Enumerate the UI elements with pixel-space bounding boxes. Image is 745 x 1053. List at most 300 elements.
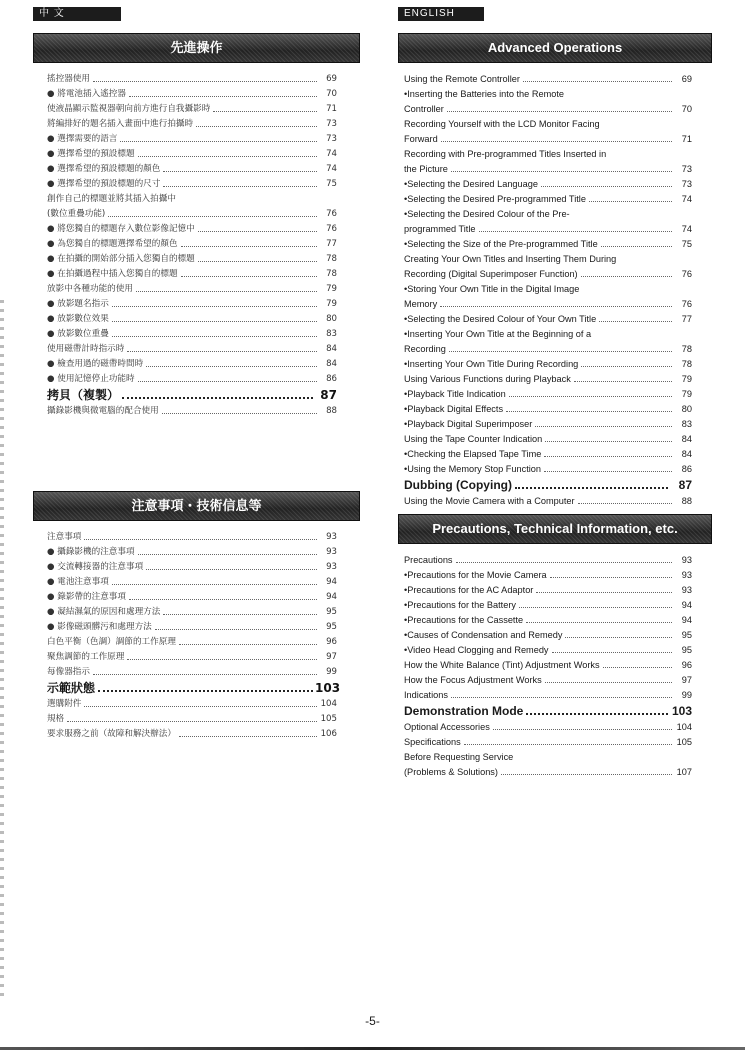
- toc-entry-page: 70: [681, 104, 692, 114]
- toc-entry: [47, 235, 337, 250]
- toc-entry-page: 87: [320, 388, 337, 402]
- toc-entry-title: ● 將電池插入遙控器: [47, 89, 126, 99]
- dot-leader: [162, 413, 317, 414]
- toc-entry-page: 69: [326, 74, 337, 84]
- toc-entry-page: 74: [681, 224, 692, 234]
- en-precautions-banner: Precautions, Technical Information, etc.: [398, 514, 712, 544]
- dot-leader: [181, 276, 317, 277]
- dot-leader: [464, 744, 672, 745]
- toc-entry-title: ● 電池注意事項: [47, 577, 109, 587]
- dot-leader: [552, 652, 672, 653]
- toc-entry-title: Precautions: [404, 555, 453, 565]
- toc-entry-page: 106: [320, 729, 337, 739]
- dot-leader: [93, 674, 317, 675]
- dot-leader: [550, 577, 672, 578]
- dot-leader: [581, 276, 672, 277]
- toc-entry-title: •Video Head Clogging and Remedy: [404, 645, 549, 655]
- zh-precautions-banner: 注意事項・技術信息等: [33, 491, 360, 521]
- toc-entry-title: Forward: [404, 134, 438, 144]
- toc-entry-title: 使用磁帶計時指示時: [47, 344, 125, 354]
- toc-entry-page: 107: [676, 767, 692, 777]
- toc-entry-title: Using the Remote Controller: [404, 74, 520, 84]
- toc-entry-title: Indications: [404, 690, 448, 700]
- toc-entry: [47, 543, 337, 558]
- toc-entry-title: the Picture: [404, 164, 448, 174]
- toc-entry-title: Dubbing (Copying): [404, 478, 512, 492]
- dot-leader: [544, 456, 672, 457]
- toc-entry: [404, 160, 692, 175]
- toc-entry: [47, 175, 337, 190]
- toc-entry-page: 104: [320, 699, 337, 709]
- toc-entry-title: 拷貝（複製）: [47, 388, 120, 402]
- toc-entry-page: 76: [326, 224, 337, 234]
- dot-leader: [84, 539, 317, 540]
- dot-leader: [545, 682, 672, 683]
- toc-entry-title: (數位重疊功能): [47, 209, 106, 219]
- dot-leader: [545, 441, 672, 442]
- toc-entry: [47, 528, 337, 543]
- toc-entry: [404, 250, 692, 265]
- toc-entry: [47, 280, 337, 295]
- toc-entry-page: 79: [681, 389, 692, 399]
- toc-entry: [47, 325, 337, 340]
- toc-entry-title: •Selecting the Desired Colour of the Pre-: [404, 209, 570, 219]
- dot-leader: [120, 141, 317, 142]
- toc-entry-title: 使液晶顯示監視器朝向前方進行自我攝影時: [47, 104, 211, 114]
- toc-entry-title: •Selecting the Desired Language: [404, 179, 538, 189]
- dot-leader: [479, 231, 673, 232]
- toc-entry: [47, 603, 337, 618]
- toc-entry-title: ● 影像磁頭髒污和處理方法: [47, 622, 152, 632]
- toc-entry-title: Using Various Functions during Playback: [404, 374, 571, 384]
- toc-entry: [404, 626, 692, 641]
- toc-entry-title: ● 放影題名指示: [47, 299, 109, 309]
- dot-leader: [449, 351, 672, 352]
- toc-entry: [404, 385, 692, 400]
- toc-entry-page: 95: [681, 630, 692, 640]
- toc-entry: [404, 460, 692, 475]
- toc-entry: [404, 205, 692, 220]
- toc-entry: [404, 718, 692, 733]
- toc-entry-title: •Inserting the Batteries into the Remote: [404, 89, 565, 99]
- scan-bottom-edge: [0, 1047, 745, 1050]
- toc-entry-page: 103: [671, 704, 692, 718]
- toc-entry: [47, 663, 337, 678]
- toc-entry: [47, 145, 337, 160]
- toc-entry: [47, 205, 337, 220]
- dot-leader: [213, 111, 317, 112]
- toc-entry-title: 每像器指示: [47, 667, 90, 677]
- toc-entry-title: ● 攝錄影機的注意事項: [47, 547, 135, 557]
- toc-entry-title: •Precautions for the Movie Camera: [404, 570, 547, 580]
- toc-entry-page: 73: [326, 119, 337, 129]
- toc-entry-title: 攝錄影機與微電腦的配合使用: [47, 406, 159, 416]
- dot-leader: [163, 614, 317, 615]
- dot-leader: [163, 171, 317, 172]
- toc-entry-page: 93: [681, 570, 692, 580]
- toc-entry-title: ● 選擇希望的預設標題: [47, 149, 135, 159]
- toc-entry-title: •Checking the Elapsed Tape Time: [404, 449, 542, 459]
- toc-entry-title: Memory: [404, 299, 438, 309]
- toc-entry-title: 創作自己的標題並將其插入拍攝中: [47, 194, 176, 204]
- toc-entry: [47, 265, 337, 280]
- toc-entry-title: ● 在拍攝過程中插入您獨自的標題: [47, 269, 178, 279]
- toc-entry-page: 95: [681, 645, 692, 655]
- toc-entry-title: •Storing Your Own Title in the Digital Image: [404, 284, 580, 294]
- dot-leader: [146, 366, 317, 367]
- toc-entry-title: ● 選擇需要的語言: [47, 134, 118, 144]
- toc-entry: [47, 402, 337, 417]
- toc-entry: [404, 763, 692, 778]
- toc-entry: [47, 725, 337, 740]
- toc-entry-title: ● 凝結濕氣的原因和處理方法: [47, 607, 161, 617]
- toc-entry-title: ● 交流轉接器的注意事項: [47, 562, 144, 572]
- dot-leader: [493, 729, 672, 730]
- toc-entry-page: 99: [326, 667, 337, 677]
- dot-leader: [112, 336, 317, 337]
- toc-entry-title: ● 為您獨自的標題選擇希望的顏色: [47, 239, 178, 249]
- dot-leader: [181, 246, 317, 247]
- toc-entry: [404, 130, 692, 145]
- dot-leader: [541, 186, 672, 187]
- chinese-tab: 中 文: [33, 7, 121, 21]
- toc-entry: [404, 475, 692, 492]
- toc-entry-page: 103: [315, 681, 341, 695]
- toc-entry-title: Recording with Pre-programmed Titles Inserted in: [404, 149, 607, 159]
- toc-entry-title: 聚焦調節的工作原理: [47, 652, 125, 662]
- dot-leader: [501, 774, 672, 775]
- toc-entry-title: •Using the Memory Stop Function: [404, 464, 542, 474]
- dot-leader: [179, 644, 317, 645]
- toc-entry-title: •Causes of Condensation and Remedy: [404, 630, 563, 640]
- toc-entry: [47, 295, 337, 310]
- toc-entry-page: 84: [681, 434, 692, 444]
- toc-entry-title: •Playback Digital Effects: [404, 404, 504, 414]
- dot-leader: [129, 96, 317, 97]
- toc-entry-title: ● 放影數位效果: [47, 314, 109, 324]
- dot-leader: [127, 351, 317, 352]
- toc-entry-title: ● 錄影帶的注意事項: [47, 592, 126, 602]
- toc-entry-page: 73: [681, 164, 692, 174]
- toc-entry-page: 94: [326, 577, 337, 587]
- toc-entry-page: 94: [326, 592, 337, 602]
- toc-entry: [47, 385, 337, 402]
- toc-entry-page: 96: [326, 637, 337, 647]
- toc-entry: [404, 733, 692, 748]
- dot-leader: [108, 216, 317, 217]
- dot-leader: [574, 381, 672, 382]
- dot-leader: [129, 599, 317, 600]
- toc-entry-page: 83: [326, 329, 337, 339]
- toc-entry-title: •Precautions for the Battery: [404, 600, 516, 610]
- toc-entry-title: ● 在拍攝的開始部分插入您獨自的標題: [47, 254, 195, 264]
- dot-leader: [447, 111, 672, 112]
- toc-entry: [47, 190, 337, 205]
- toc-entry-page: 75: [681, 239, 692, 249]
- toc-entry-page: 88: [681, 496, 692, 506]
- toc-entry-title: •Inserting Your Own Title at the Beginning of a: [404, 329, 592, 339]
- toc-entry-page: 73: [681, 179, 692, 189]
- toc-entry-page: 79: [326, 299, 337, 309]
- toc-entry-title: 選購附件: [47, 699, 82, 709]
- toc-entry-page: 95: [326, 607, 337, 617]
- toc-entry-page: 76: [681, 269, 692, 279]
- toc-entry: [404, 370, 692, 385]
- toc-entry-page: 74: [326, 164, 337, 174]
- toc-entry: [47, 160, 337, 175]
- dot-leader: [112, 584, 317, 585]
- toc-entry: [404, 265, 692, 280]
- dot-leader: [578, 503, 672, 504]
- toc-entry: [404, 415, 692, 430]
- toc-entry-title: Controller: [404, 104, 444, 114]
- toc-entry-page: 79: [681, 374, 692, 384]
- toc-entry: [404, 656, 692, 671]
- toc-entry-title: •Precautions for the Cassette: [404, 615, 524, 625]
- toc-entry-title: 搖控器使用: [47, 74, 90, 84]
- dot-leader: [179, 736, 317, 737]
- toc-entry-title: •Precautions for the AC Adaptor: [404, 585, 534, 595]
- toc-entry-page: 83: [681, 419, 692, 429]
- toc-entry-page: 78: [326, 254, 337, 264]
- toc-entry-page: 74: [326, 149, 337, 159]
- dot-leader: [146, 569, 317, 570]
- dot-leader: [526, 622, 672, 623]
- toc-entry-page: 74: [681, 194, 692, 204]
- toc-entry-page: 105: [320, 714, 337, 724]
- toc-entry-title: 將編排好的題名插入畫面中進行拍攝時: [47, 119, 194, 129]
- dot-leader: [112, 321, 317, 322]
- dot-leader: [196, 126, 317, 127]
- toc-entry: [47, 588, 337, 603]
- toc-entry-page: 75: [326, 179, 337, 189]
- toc-entry-page: 95: [326, 622, 337, 632]
- toc-entry: [47, 70, 337, 85]
- toc-entry: [47, 710, 337, 725]
- scan-edge-artifact: [0, 300, 4, 1000]
- toc-entry: [47, 695, 337, 710]
- dot-leader: [84, 706, 317, 707]
- toc-entry-title: 規格: [47, 714, 65, 724]
- toc-entry: [404, 115, 692, 130]
- toc-entry-title: ● 將您獨自的標題存入數位影像記憶中: [47, 224, 195, 234]
- dot-leader: [138, 554, 317, 555]
- toc-entry-page: 86: [326, 374, 337, 384]
- toc-entry: [404, 748, 692, 763]
- toc-entry-page: 80: [681, 404, 692, 414]
- toc-entry: [47, 340, 337, 355]
- toc-entry-page: 71: [326, 104, 337, 114]
- toc-entry-page: 105: [676, 737, 692, 747]
- dot-leader: [138, 381, 317, 382]
- toc-entry: [404, 220, 692, 235]
- dot-leader: [451, 171, 672, 172]
- toc-entry-page: 78: [681, 344, 692, 354]
- toc-entry-title: programmed Title: [404, 224, 476, 234]
- dot-leader: [535, 426, 672, 427]
- toc-entry-page: 84: [326, 344, 337, 354]
- toc-entry: [404, 581, 692, 596]
- toc-entry-page: 79: [326, 284, 337, 294]
- dot-leader: [451, 697, 672, 698]
- dot-leader: [506, 411, 672, 412]
- zh-precautions-toc: [47, 528, 341, 740]
- dot-leader: [136, 291, 317, 292]
- dot-leader: [93, 81, 317, 82]
- toc-entry-title: ● 使用記憶停止功能時: [47, 374, 135, 384]
- toc-entry-title: Using the Movie Camera with a Computer: [404, 496, 575, 506]
- toc-entry-title: Recording Yourself with the LCD Monitor Facing: [404, 119, 600, 129]
- toc-entry-page: 76: [326, 209, 337, 219]
- toc-entry-title: ● 選擇希望的預設標題的尺寸: [47, 179, 161, 189]
- toc-entry: [404, 596, 692, 611]
- toc-entry: [404, 400, 692, 415]
- toc-entry-title: ● 檢查用過的磁帶時間時: [47, 359, 144, 369]
- dot-leader: [536, 592, 672, 593]
- toc-entry: [404, 85, 692, 100]
- dot-leader: [515, 487, 668, 489]
- toc-entry-page: 104: [676, 722, 692, 732]
- toc-entry: [47, 355, 337, 370]
- toc-entry-title: How the Focus Adjustment Works: [404, 675, 542, 685]
- toc-entry: [47, 648, 337, 663]
- toc-entry-title: •Selecting the Desired Colour of Your Own Title: [404, 314, 597, 324]
- dot-leader: [509, 396, 672, 397]
- toc-entry-page: 76: [681, 299, 692, 309]
- toc-entry-title: Creating Your Own Titles and Inserting Them During: [404, 254, 617, 264]
- toc-entry: [404, 340, 692, 355]
- dot-leader: [127, 659, 317, 660]
- dot-leader: [138, 156, 317, 157]
- toc-entry-title: 白色平衡（色調）調節的工作原理: [47, 637, 176, 647]
- toc-entry: [404, 551, 692, 566]
- toc-entry-page: 78: [681, 359, 692, 369]
- toc-entry: [404, 492, 692, 507]
- toc-entry-title: Optional Accessories: [404, 722, 490, 732]
- dot-leader: [198, 261, 317, 262]
- toc-entry: [404, 175, 692, 190]
- dot-leader: [122, 397, 313, 399]
- toc-entry: [47, 100, 337, 115]
- toc-entry-page: 80: [326, 314, 337, 324]
- toc-entry: [404, 325, 692, 340]
- dot-leader: [599, 321, 672, 322]
- toc-entry: [47, 250, 337, 265]
- toc-entry-page: 88: [326, 406, 337, 416]
- toc-entry-title: •Playback Digital Superimposer: [404, 419, 533, 429]
- toc-entry-title: Specifications: [404, 737, 461, 747]
- toc-entry-title: ● 選擇希望的預設標題的顏色: [47, 164, 161, 174]
- toc-entry-page: 93: [326, 562, 337, 572]
- toc-entry-title: •Playback Title Indication: [404, 389, 506, 399]
- en-advanced-banner: Advanced Operations: [398, 33, 712, 63]
- toc-entry: [47, 130, 337, 145]
- dot-leader: [441, 141, 672, 142]
- dot-leader: [581, 366, 672, 367]
- toc-entry-page: 69: [681, 74, 692, 84]
- toc-entry: [404, 100, 692, 115]
- toc-entry-title: How the White Balance (Tint) Adjustment Works: [404, 660, 600, 670]
- toc-entry-page: 70: [326, 89, 337, 99]
- en-advanced-toc: [404, 70, 692, 507]
- toc-entry-title: 示範狀態: [47, 681, 96, 695]
- toc-entry-title: 要求服務之前（故障和解決辦法）: [47, 729, 176, 739]
- dot-leader: [589, 201, 672, 202]
- toc-entry-page: 96: [681, 660, 692, 670]
- toc-entry-title: Recording (Digital Superimposer Function): [404, 269, 578, 279]
- toc-entry: [47, 85, 337, 100]
- dot-leader: [112, 306, 317, 307]
- zh-advanced-toc: [47, 70, 337, 417]
- dot-leader: [98, 690, 313, 692]
- dot-leader: [544, 471, 672, 472]
- toc-entry: [404, 190, 692, 205]
- toc-entry: [404, 430, 692, 445]
- toc-entry: [47, 678, 341, 695]
- zh-advanced-banner: 先進操作: [33, 33, 360, 63]
- toc-entry-title: •Selecting the Desired Pre-programmed Title: [404, 194, 586, 204]
- dot-leader: [67, 721, 317, 722]
- toc-entry: [404, 671, 692, 686]
- toc-entry-page: 93: [326, 547, 337, 557]
- toc-entry-title: •Selecting the Size of the Pre-programmed Title: [404, 239, 598, 249]
- toc-entry: [47, 310, 337, 325]
- toc-entry-title: Demonstration Mode: [404, 704, 524, 718]
- dot-leader: [523, 81, 672, 82]
- dot-leader: [519, 607, 672, 608]
- toc-entry-page: 84: [326, 359, 337, 369]
- toc-entry-page: 97: [326, 652, 337, 662]
- toc-entry: [47, 370, 337, 385]
- toc-entry-page: 84: [681, 449, 692, 459]
- toc-entry: [404, 235, 692, 250]
- toc-entry-title: •Inserting Your Own Title During Recording: [404, 359, 579, 369]
- en-precautions-toc: [404, 551, 692, 778]
- toc-entry-page: 77: [326, 239, 337, 249]
- toc-entry: [404, 295, 692, 310]
- toc-entry-title: (Problems & Solutions): [404, 767, 498, 777]
- toc-entry-page: 93: [681, 555, 692, 565]
- toc-entry: [404, 310, 692, 325]
- toc-entry-page: 93: [326, 532, 337, 542]
- page-number: -5-: [365, 1014, 380, 1028]
- toc-entry-page: 94: [681, 600, 692, 610]
- toc-entry: [47, 220, 337, 235]
- toc-entry: [404, 686, 692, 701]
- dot-leader: [198, 231, 317, 232]
- toc-entry: [404, 701, 692, 718]
- toc-entry: [47, 618, 337, 633]
- toc-entry: [47, 115, 337, 130]
- toc-entry-title: 注意事項: [47, 532, 82, 542]
- toc-entry: [47, 558, 337, 573]
- toc-entry-title: Before Requesting Service: [404, 752, 514, 762]
- dot-leader: [601, 246, 672, 247]
- toc-entry-page: 73: [326, 134, 337, 144]
- toc-entry: [404, 355, 692, 370]
- toc-entry: [404, 611, 692, 626]
- toc-entry-page: 93: [681, 585, 692, 595]
- dot-leader: [456, 562, 672, 563]
- toc-entry-page: 77: [681, 314, 692, 324]
- toc-entry-title: Using the Tape Counter Indication: [404, 434, 543, 444]
- dot-leader: [440, 306, 672, 307]
- dot-leader: [603, 667, 672, 668]
- toc-entry-page: 86: [681, 464, 692, 474]
- dot-leader: [565, 637, 672, 638]
- toc-entry: [404, 145, 692, 160]
- toc-entry: [47, 633, 337, 648]
